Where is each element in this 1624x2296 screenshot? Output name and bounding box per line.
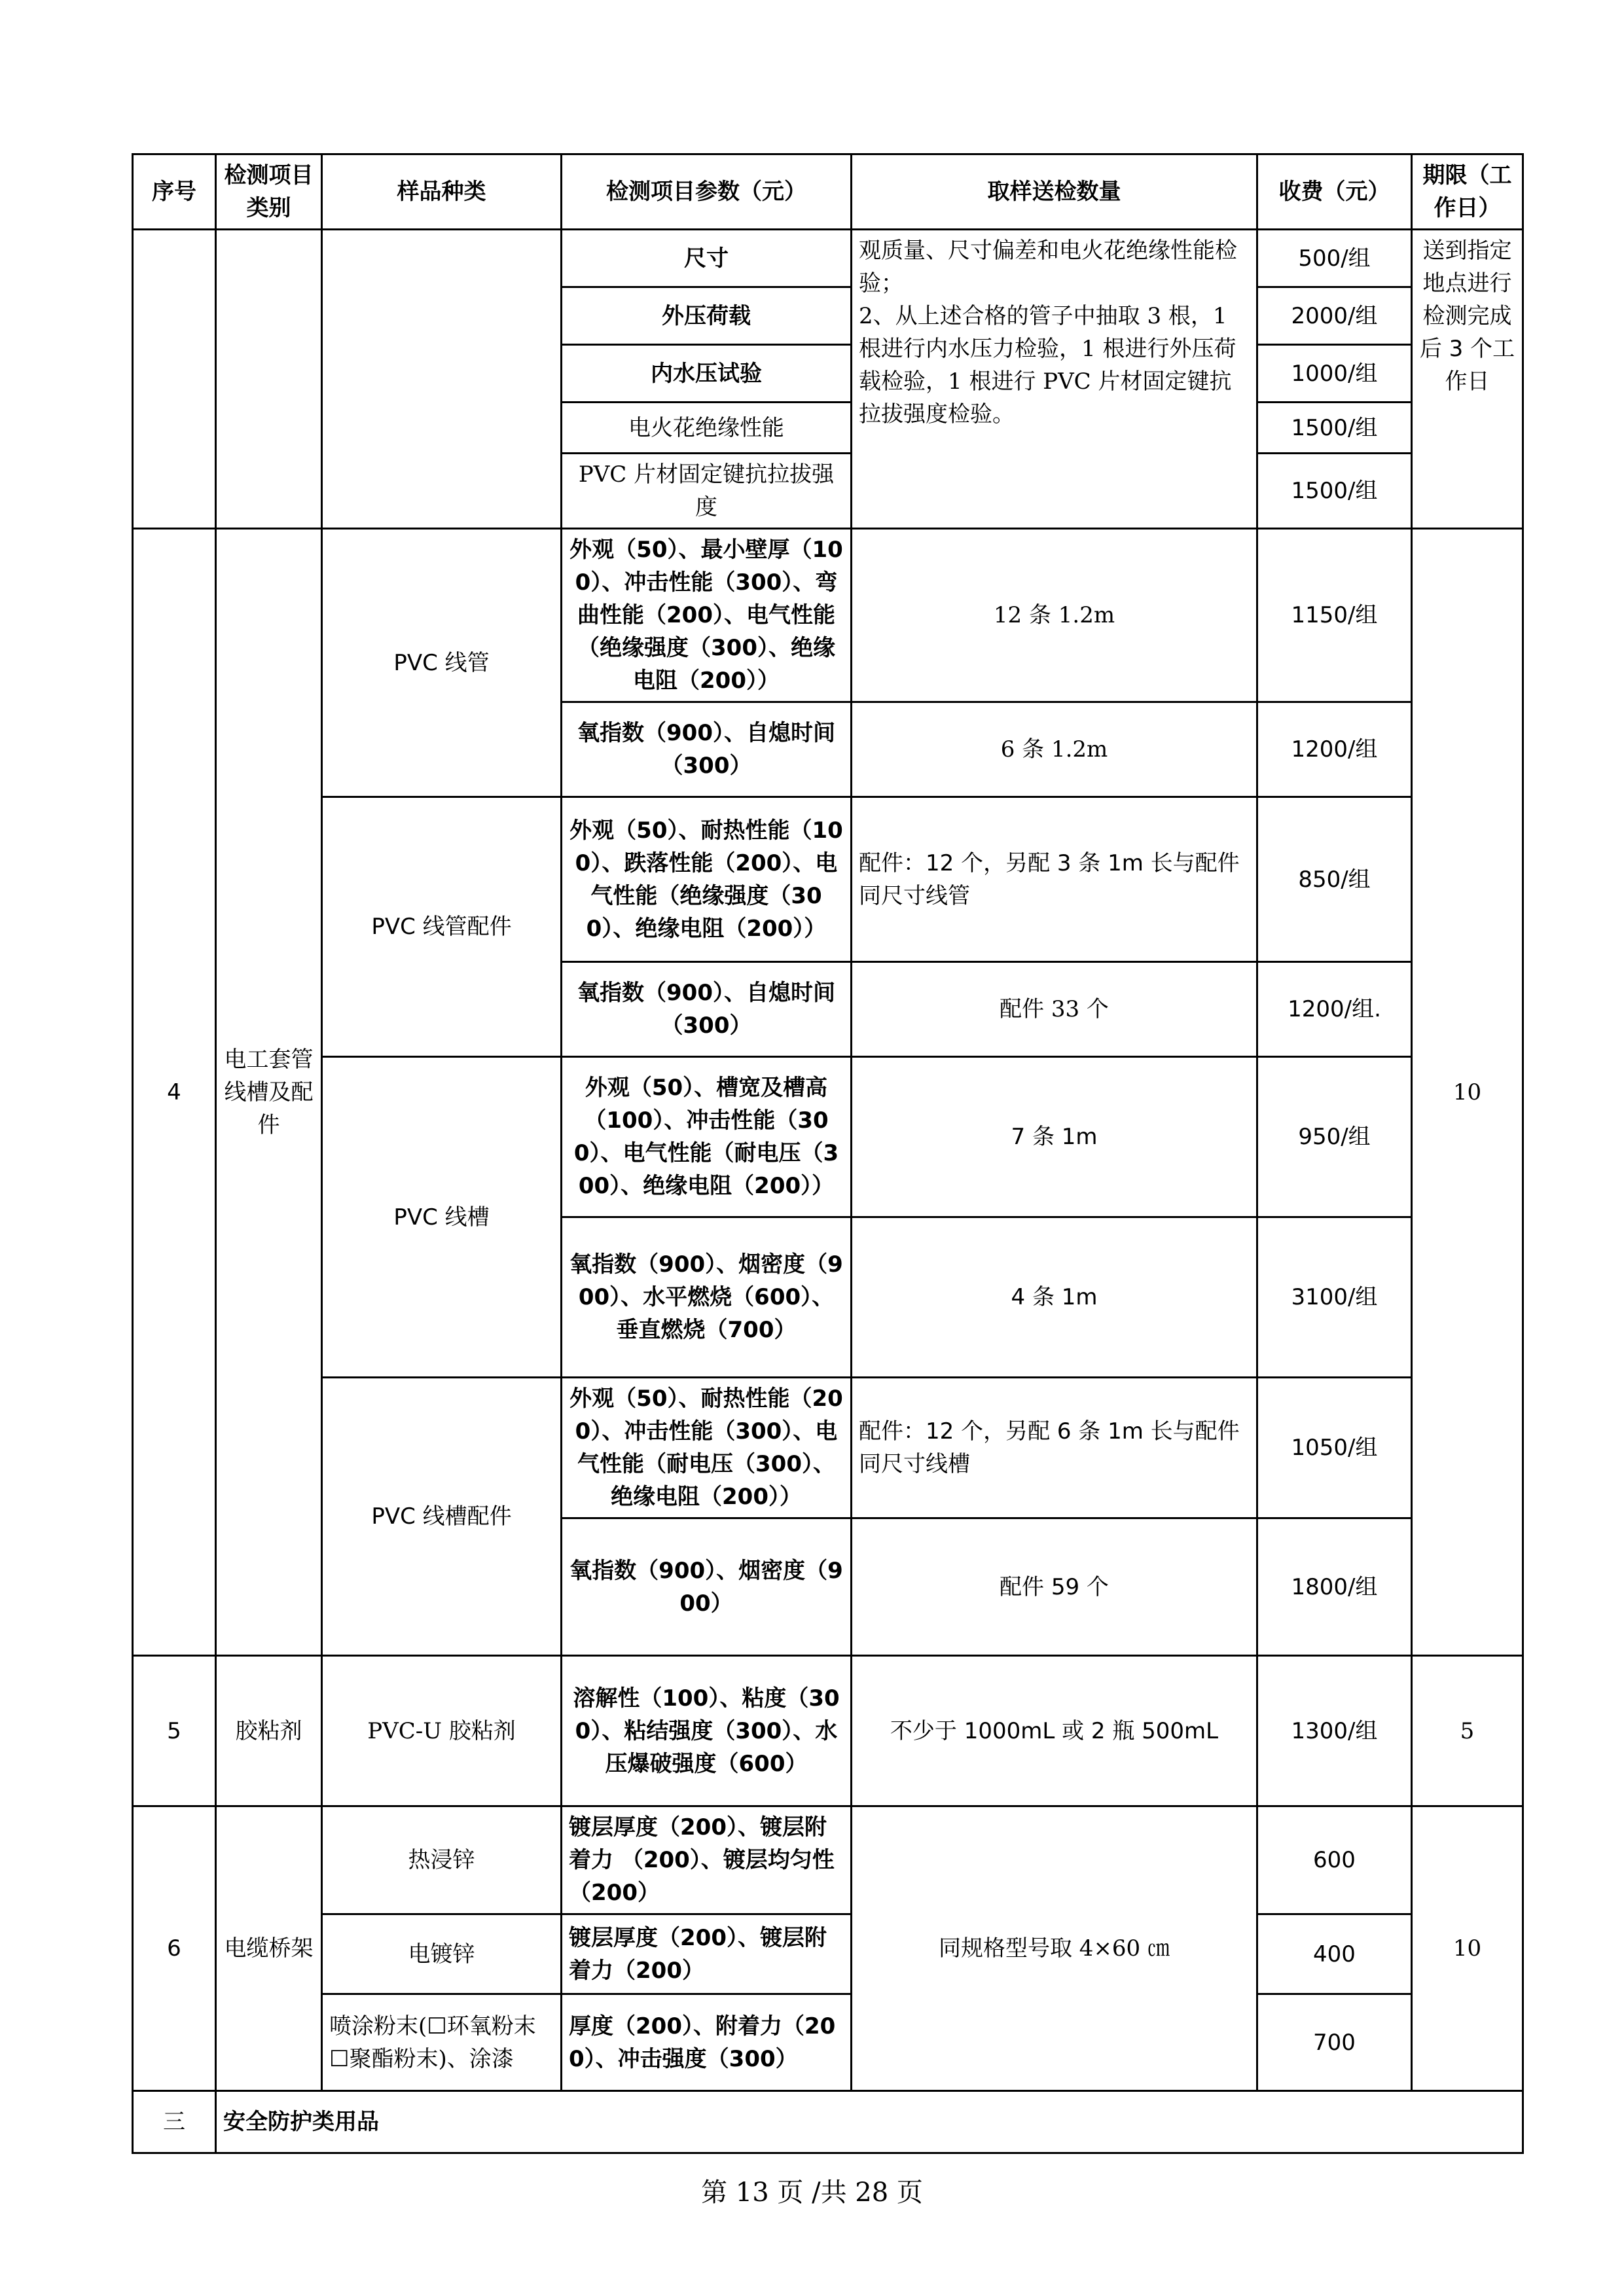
sample-cell: PVC 线管 xyxy=(322,529,562,797)
header-fee: 收费（元） xyxy=(1257,154,1412,230)
table-row xyxy=(133,1378,1523,1518)
param-cell: 尺寸 xyxy=(562,230,852,287)
section-category: 胶粘剂 xyxy=(216,1656,322,1806)
quantity-cell: 配件 33 个 xyxy=(852,962,1257,1057)
fee-cell: 1500/组 xyxy=(1257,454,1412,529)
param-cell: 外观（50）、耐热性能（100）、跌落性能（200）、电气性能（绝缘强度（300）、绝缘电阻（200）） xyxy=(562,797,852,962)
param-cell: 内水压试验 xyxy=(562,345,852,403)
sample-cell: 电镀锌 xyxy=(322,1914,562,1994)
table-row xyxy=(133,230,1523,287)
period-cell: 10 xyxy=(1412,1806,1523,2091)
header-no: 序号 xyxy=(133,154,216,230)
fee-cell: 1000/组 xyxy=(1257,345,1412,403)
section-no: 三 xyxy=(133,2091,216,2153)
cont-no-cell xyxy=(133,230,216,529)
param-cell: 氧指数（900）、自熄时间（300） xyxy=(562,702,852,797)
cont-category-cell xyxy=(216,230,322,529)
quantity-cell: 7 条 1m xyxy=(852,1057,1257,1217)
table-row xyxy=(133,1806,1523,1914)
param-cell: 外观（50）、最小壁厚（100）、冲击性能（300）、弯曲性能（200）、电气性能（绝缘强度（300）、绝缘电阻（200）） xyxy=(562,529,852,702)
quantity-cell: 配件：12 个，另配 3 条 1m 长与配件同尺寸线管 xyxy=(852,797,1257,962)
fee-cell: 500/组 xyxy=(1257,230,1412,287)
param-cell: 厚度（200）、附着力（200）、冲击强度（300） xyxy=(562,1994,852,2091)
section-no: 4 xyxy=(133,529,216,1656)
fee-cell: 2000/组 xyxy=(1257,287,1412,345)
quantity-cell: 4 条 1m xyxy=(852,1217,1257,1378)
section-title: 安全防护类用品 xyxy=(216,2091,1523,2153)
param-cell: 氧指数（900）、自熄时间（300） xyxy=(562,962,852,1057)
fee-cell: 1500/组 xyxy=(1257,403,1412,454)
table-row xyxy=(133,2091,1523,2153)
fee-cell: 3100/组 xyxy=(1257,1217,1412,1378)
quantity-cell: 同规格型号取 4×60 ㎝ xyxy=(852,1806,1257,2091)
table-row xyxy=(133,1914,1523,1994)
quantity-cell: 观质量、尺寸偏差和电火花绝缘性能检验； 2、从上述合格的管子中抽取 3 根，1 根进行内水压力检验，1 根进行外压荷载检验，1 根进行 PVC 片材固定键抗拉拔强度检验。 xyxy=(852,230,1257,529)
quantity-cell: 配件 59 个 xyxy=(852,1518,1257,1656)
param-cell: 氧指数（900）、烟密度（900）、水平燃烧（600）、垂直燃烧（700） xyxy=(562,1217,852,1378)
table-row xyxy=(133,1994,1523,2091)
section-category: 电工套管线槽及配件 xyxy=(216,529,322,1656)
section-no: 6 xyxy=(133,1806,216,2091)
quantity-cell: 6 条 1.2m xyxy=(852,702,1257,797)
fee-cell: 1200/组. xyxy=(1257,962,1412,1057)
section-category: 电缆桥架 xyxy=(216,1806,322,2091)
sample-cell: PVC 线管配件 xyxy=(322,797,562,1057)
page-footer: 第 13 页 /共 28 页 xyxy=(701,2178,923,2208)
param-cell: 氧指数（900）、烟密度（900） xyxy=(562,1518,852,1656)
fee-cell: 400 xyxy=(1257,1914,1412,1994)
param-cell: 镀层厚度（200）、镀层附着力（200） xyxy=(562,1914,852,1994)
section-no: 5 xyxy=(133,1656,216,1806)
period-cell: 送到指定地点进行检测完成后 3 个工作日 xyxy=(1412,230,1523,529)
param-cell: 镀层厚度（200）、镀层附着力 （200）、镀层均匀性（200） xyxy=(562,1806,852,1914)
sample-cell: 喷涂粉末(☐环氧粉末 ☐聚酯粉末)、涂漆 xyxy=(322,1994,562,2091)
table-row xyxy=(133,797,1523,962)
param-cell: 电火花绝缘性能 xyxy=(562,403,852,454)
table-row xyxy=(133,1057,1523,1217)
param-cell: 外观（50）、槽宽及槽高（100）、冲击性能（300）、电气性能（耐电压（300）、绝缘电阻（200）） xyxy=(562,1057,852,1217)
sample-cell: PVC 线槽 xyxy=(322,1057,562,1378)
sample-cell: PVC-U 胶粘剂 xyxy=(322,1656,562,1806)
cont-sample-cell xyxy=(322,230,562,529)
fee-cell: 950/组 xyxy=(1257,1057,1412,1217)
sample-cell: 热浸锌 xyxy=(322,1806,562,1914)
quantity-cell: 不少于 1000mL 或 2 瓶 500mL xyxy=(852,1656,1257,1806)
param-cell: PVC 片材固定键抗拉拔强度 xyxy=(562,454,852,529)
period-cell: 10 xyxy=(1412,529,1523,1656)
table-row xyxy=(133,1656,1523,1806)
fee-cell: 1800/组 xyxy=(1257,1518,1412,1656)
header-sample: 样品种类 xyxy=(322,154,562,230)
fee-cell: 1050/组 xyxy=(1257,1378,1412,1518)
fee-cell: 1300/组 xyxy=(1257,1656,1412,1806)
sample-cell: PVC 线槽配件 xyxy=(322,1378,562,1656)
header-row xyxy=(133,154,1523,230)
header-period: 期限（工作日） xyxy=(1412,154,1523,230)
fee-table xyxy=(132,153,1524,2154)
fee-cell: 600 xyxy=(1257,1806,1412,1914)
fee-cell: 850/组 xyxy=(1257,797,1412,962)
quantity-cell: 12 条 1.2m xyxy=(852,529,1257,702)
table-row xyxy=(133,529,1523,702)
quantity-cell: 配件：12 个，另配 6 条 1m 长与配件同尺寸线槽 xyxy=(852,1378,1257,1518)
param-cell: 溶解性（100）、粘度（300）、粘结强度（300）、水压爆破强度（600） xyxy=(562,1656,852,1806)
header-quantity: 取样送检数量 xyxy=(852,154,1257,230)
fee-cell: 700 xyxy=(1257,1994,1412,2091)
header-params: 检测项目参数（元） xyxy=(562,154,852,230)
param-cell: 外压荷载 xyxy=(562,287,852,345)
fee-cell: 1150/组 xyxy=(1257,529,1412,702)
header-category: 检测项目类别 xyxy=(216,154,322,230)
fee-cell: 1200/组 xyxy=(1257,702,1412,797)
param-cell: 外观（50）、耐热性能（200）、冲击性能（300）、电气性能（耐电压（300）、绝缘电阻（200）） xyxy=(562,1378,852,1518)
period-cell: 5 xyxy=(1412,1656,1523,1806)
